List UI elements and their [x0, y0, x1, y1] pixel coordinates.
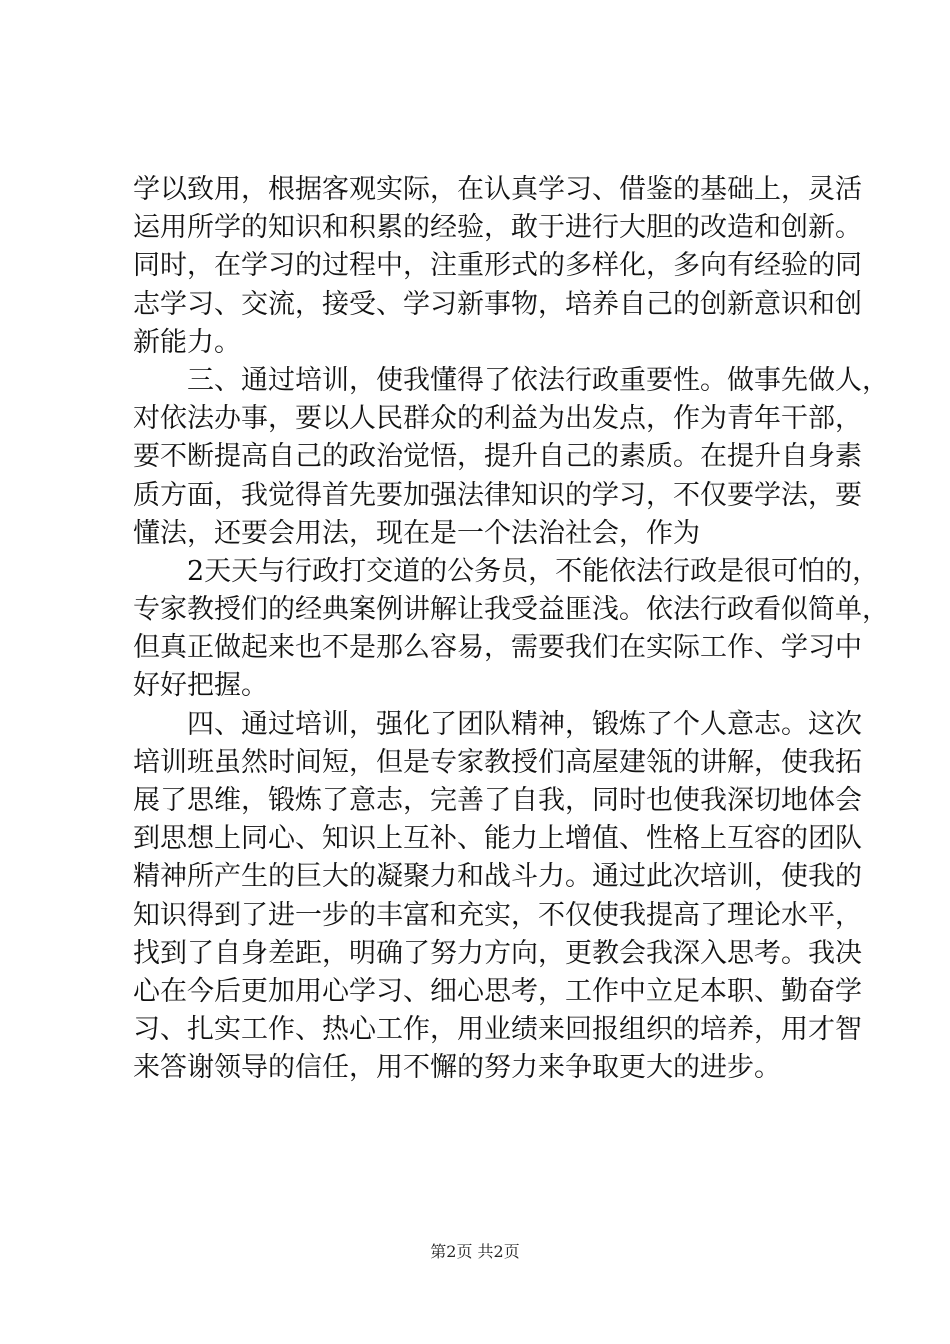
text-line: 找到了自身差距，明确了努力方向，更教会我深入思考。我决	[133, 937, 862, 969]
text-line: 专家教授们的经典案例讲解让我受益匪浅。依法行政看似简单，	[133, 594, 889, 626]
text-line: 知识得到了进一步的丰富和充实，不仅使我提高了理论水平，	[133, 899, 862, 931]
text-line: 好好把握。	[133, 670, 268, 702]
text-line: 习、扎实工作、热心工作，用业绩来回报组织的培养，用才智	[133, 1014, 862, 1046]
text-line: 同时，在学习的过程中，注重形式的多样化，多向有经验的同	[133, 250, 862, 282]
text-line: 运用所学的知识和积累的经验，敢于进行大胆的改造和创新。	[133, 212, 862, 244]
text-line: 质方面，我觉得首先要加强法律知识的学习，不仅要学法，要	[133, 479, 862, 511]
text-line: 对依法办事，要以人民群众的利益为出发点，作为青年干部，	[133, 403, 862, 435]
page-footer	[0, 1241, 950, 1263]
text-line: 精神所产生的巨大的凝聚力和战斗力。通过此次培训，使我的	[133, 861, 862, 893]
text-line: 学以致用，根据客观实际，在认真学习、借鉴的基础上，灵活	[133, 174, 862, 205]
text-line: 新能力。	[133, 326, 241, 358]
page-number-label: 第2页 共2页	[430, 1242, 520, 1261]
text-line: 到思想上同心、知识上互补、能力上增值、性格上互容的团队	[133, 823, 862, 855]
text-line: 来答谢领导的信任，用不懈的努力来争取更大的进步。	[133, 1052, 781, 1084]
text-line: 心在今后更加用心学习、细心思考，工作中立足本职、勤奋学	[133, 975, 862, 1007]
document-body	[133, 171, 889, 1088]
text-line: 展了思维，锻炼了意志，完善了自我，同时也使我深切地体会	[133, 785, 862, 816]
text-line: 培训班虽然时间短，但是专家教授们高屋建瓴的讲解，使我拓	[133, 746, 862, 778]
text-line: 懂法，还要会用法，现在是一个法治社会，作为	[133, 517, 700, 549]
text-line: 但真正做起来也不是那么容易，需要我们在实际工作、学习中	[133, 632, 862, 664]
text-line: 志学习、交流，接受、学习新事物，培养自己的创新意识和创	[133, 288, 862, 320]
text-line: 三、通过培训，使我懂得了依法行政重要性。做事先做人，	[133, 364, 889, 396]
text-line: 2天天与行政打交道的公务员，不能依法行政是很可怕的，	[133, 555, 880, 587]
text-line: 要不断提高自己的政治觉悟，提升自己的素质。在提升自身素	[133, 441, 862, 473]
text-line: 四、通过培训，强化了团队精神，锻炼了个人意志。这次	[133, 708, 862, 740]
